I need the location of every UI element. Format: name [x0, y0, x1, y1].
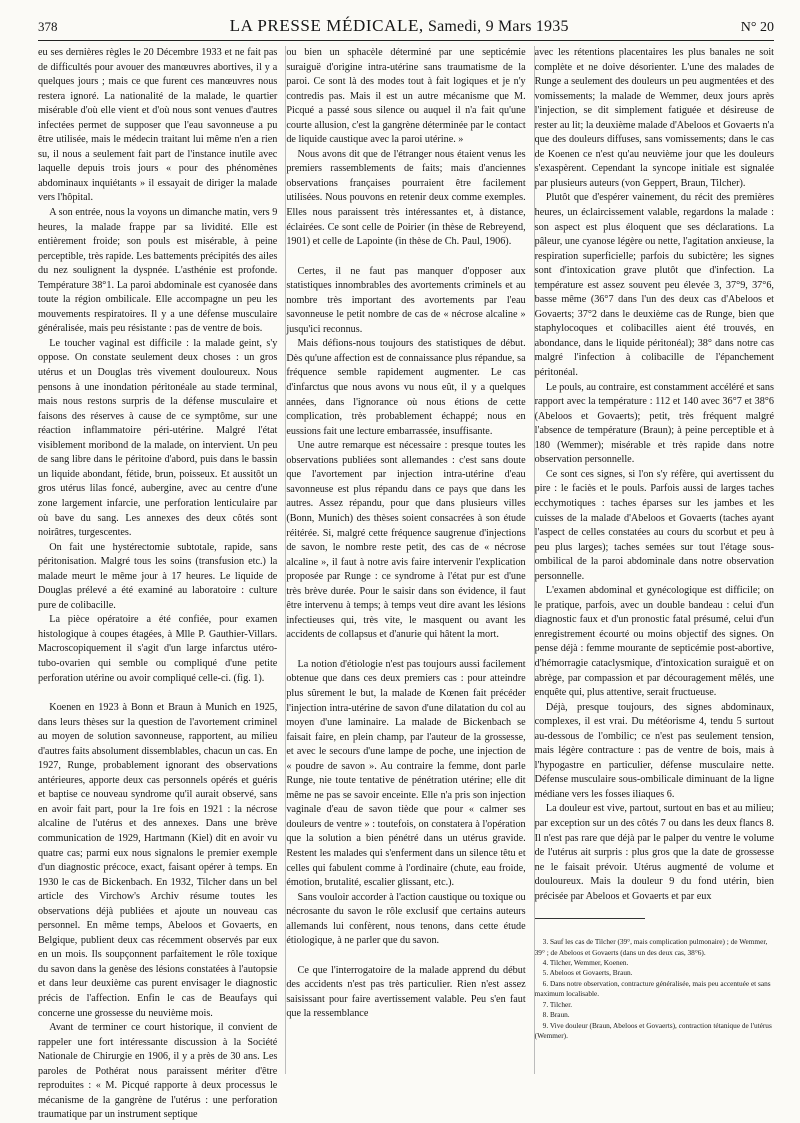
footnote: 5. Abeloos et Govaerts, Braun.	[542, 968, 633, 978]
footnote-rule	[535, 918, 645, 919]
paragraph: Ce sont ces signes, si l'on s'y réfère, qui avertissent du pire : le faciès et le pouls. Parfois aussi de larges taches ecchymotiques : taches éparses sur les jambes et les cuisses de la malade d'Abeloos et Govaerts (taches ayant l'aspect de celles constatées au cours du scorbut et peu à peu plus larges); taches semées sur tout l'étage sous-ombilical de la paroi abdominale dans notre observation personnelle.	[534, 468, 774, 582]
page-number: 378	[38, 19, 58, 34]
paragraph: Koenen en 1923 à Bonn et Braun à Munich en 1925, dans leurs thèses sur la question de l'avortement criminel au moyen de solution savonneuse, rapportent, au milieu d'autres faits absolument dissemblables, chacun un cas. En 1927, Runge, probablement ignorant des observations antérieures, apporte deux cas personnels opérés et guéris et baptise ce nouveau syndrome qu'il aurait observé, sans en avoir fait part, pour la 1re fois en 1921 : la nécrose alcaline de l'utérus et des annexes. Dans une brève communication de 1929, Hartmann (Kiel) dit en avoir vu quatre cas; parmi eux nous signalons le premier exemple d'un diagnostic précoce, exact, faisant opérer à temps. En 1930 le cas de Bickenbach. En 1932, Tilcher dans un bel article des Virchow's Archiv résume toutes les observations déjà publiées et ajoute un nouveau cas personnel. En même temps, Abeloos et Govaerts, en Belgique, publient deux cas récemment observés par eux en un mois. Ils soupçonnent parfaitement le rôle toxique du savon dans la genèse des lésions constatées à l'autopsie et dans leur deuxième cas purent envisager le diagnostic précis de l'affection. Enfin le cas de Beaufays qui concerne une grossesse du neuvième mois.	[38, 702, 278, 1019]
footnote: 8. Braun.	[542, 1010, 570, 1020]
paragraph: Nous avons dit que de l'étranger nous étaient venus les premiers rassemblements de faits; mais d'anciennes observations françaises pourraient être facilement utilisées. Nous pouvons en retenir deux comme exemples. Elles nous paraissent très intéressantes et, à distance, éclairées. Ce sont celle de Poirier (in thèse de Rebreyend, 1901) et celle de Lapointe (in thèse de Ch. Paul, 1906).	[286, 148, 526, 248]
masthead	[230, 16, 569, 36]
column-3	[534, 46, 774, 1074]
paragraph: Certes, il ne faut pas manquer d'opposer aux statistiques innombrables des avortements criminels et au nombre très important des avortements par l'eau savonneuse le petit nombre de cas de « nécrose alcaline » jusqu'ici reconnus.	[286, 265, 526, 335]
paragraph: On fait une hystérectomie subtotale, rapide, sans péritonisation. Malgré tous les soins (transfusion etc.) la malade meurt le même jour à 17 heures. Le liquide de Douglas prélevé a été examiné au laboratoire : culture pure de colibacille.	[38, 541, 278, 611]
paragraph: Plutôt que d'espérer vainement, du récit des premières heures, un éclaircissement valable, regardons la malade : son aspect est plus éloquent que ses déclarations. La pâleur, une cyanose légère ou nette, l'agitation anxieuse, la respiration superficielle; parfois du subictère; les signes sont d'intoxication grave plutôt que d'infection. La température est assez souvent peu élevée 3, 37°9, 37°6, basse même (36°7 dans l'un des deux cas d'Abeloos et Govaerts; 37°2 dans le deuxième cas de Runge, bien que staphylocoques et colibacilles aient été trouvés, en abondance, dans le liquide péritonéal); 38° dans notre cas malgré l'infection à colibacille de l'épanchement péritonéal.	[534, 192, 774, 379]
paragraph: Le toucher vaginal est difficile : la malade geint, s'y oppose. On constate seulement deux choses : un gros utérus et un Douglas très vivement douloureux. Nous pensons à une inondation péritonéale au stade terminal, mais nous restons surpris de la défense musculaire et faisons des réserves à cause de ce symptôme, sur une réaction inflammatoire péri-utérine. Malgré l'état visiblement moribond de la malade, on intervient. Un peu de sang libre dans le péritoine d'abord, puis dans le bassin un liquide abondant, fétide, brun, poisseux. Et aussitôt un gros utérus lilas foncé, aubergine, avec au centre d'une zone largement infarcie, une perforation lenticulaire par où bave du sang. Les annexes des deux côtés sont noirâtres, turgescentes.	[38, 337, 278, 539]
footnote: 4. Tilcher, Wemmer, Koenen.	[542, 958, 629, 968]
header-rule	[38, 40, 774, 41]
paragraph: Avant de terminer ce court historique, il convient de rappeler une fort intéressante discussion à la Société Nationale de Chirurgie en 1906, il y a près de 30 ans. Les paroles de Pothérat nous paraissent mériter d'être reproduites : « M. Picqué rapporte à deux processus le mécanisme de la gangrène de l'utérus : une perforation traumatique par un instrument septique	[38, 1022, 278, 1121]
footnote: 7. Tilcher.	[542, 999, 573, 1009]
paragraph: eu ses dernières règles le 20 Décembre 1933 et ne fait pas de difficultés pour avouer des manœuvres abortives, il y a quelques jours ; mais ce que furent ces manœuvres nous restera ignoré. La nationalité de la malade, le quartier misérable d'où elle vient et d'où nous sont venues d'autres infectées permet de supposer que l'eau savonneuse a pu être utilisée, mais le médecin traitant lui même n'en a rien su, il nous a seulement fait part de l'instance inutile avec laquelle depuis trois jours « pour des phénomènes abdominaux inquiétants » il essayait de diriger la malade vers l'hôpital.	[38, 47, 278, 204]
column-1	[38, 46, 278, 1121]
paragraph: La douleur est vive, partout, surtout en bas et au milieu; par exception sur un des côtés 7 ou dans les deux flancs 8. Il n'est pas rare que déjà par le palper du ventre le volume de l'utérus ait surpris : plus gros que la date de grossesse ne le faisait prévoir. Utérus augmenté de volume et douloureux. Mais la douleur 9 du fond utérin, bien précisée par Abeloos et Govaerts et par eux	[534, 803, 774, 902]
article-columns	[38, 46, 774, 1121]
paragraph: ou bien un sphacèle déterminé par une septicémie suraiguë d'origine intra-utérine sans traumatisme de la paroi. Ce sont là des modes tout à fait logiques et je n'y contredis pas. Mais il est un autre mécanisme que M. Picqué a passé sous silence ou auquel il n'a fait qu'une courte allusion, c'est la gangrène déterminée par le contact de liquide caustique avec la paroi utérine. »	[286, 47, 526, 146]
paragraph: La notion d'étiologie n'est pas toujours aussi facilement obtenue que dans ces deux premiers cas : pour atteindre plus sûrement le but, la malade de Kœnen fait précéder l'injection intra-utérine de savon d'une dilatation du col au moyen d'une laminaire. La malade de Bickenbach se faisait faire, en plein champ, par l'auteur de la grossesse, et avec le secours d'une lampe de poche, une injection de « poudre de savon ». Au contraire la femme, dont parle Runge, nie toute tentative de pénétration utérine; elle dit même ne pas se savoir enceinte. Elle n'a pris son injection vaginale d'eau de savon tiède que pour « calmer ses douleurs de ventre » : toutefois, on constatera à l'opération que la solution a bien pénétré dans un utérus gravide. Restent les malades qui s'enferment dans un silence têtu et celles qui fabulent comme à l'ordinaire (chute, eau froide, émotion, brutalité, escalier glissant, etc.).	[286, 658, 526, 889]
footnote: 6. Dans notre observation, contracture généralisée, mais peu accentuée et sans maximum localisable.	[534, 978, 771, 999]
footnotes	[535, 933, 774, 1041]
paragraph: avec les rétentions placentaires les plus banales ne soit complète et ne doive désorienter. L'une des malades de Runge a seulement des douleurs un peu augmentées et des vomissements; la malade de Wemmer, deux jours après l'injection, se dit simplement fatiguée et désireuse de rester au lit; la deuxième malade d'Abeloos et Govaerts n'a que des douleurs diffuses, sans vomissements; dans le cas de Koenen ce n'est qu'au neuvième jour que les douleurs s'exaspèrent. Cependant la syncope initiale est signalée par plusieurs auteurs (von Geppert, Braun, Tilcher).	[534, 47, 774, 189]
journal-title: LA PRESSE MÉDICALE,	[229, 16, 424, 35]
paragraph: L'examen abdominal et gynécologique est difficile; on le pratique, parfois, avec un double bandeau : celui d'un diagnostic faux et d'un pronostic fatal présumé, celui d'un enregistrement écourté ou moins objectif des signes. On pense déjà : femme mourante de septicémie post-abortive, d'hémorragie cataclysmique, d'intoxication suraiguë et on abrège, par compassion et par découragement mêlés, une enquête qui, plus attentive, serait fructueuse.	[534, 585, 774, 699]
paragraph: Mais défions-nous toujours des statistiques de début. Dès qu'une affection est de connaissance plus répandue, sa fréquence semble rapidement augmenter. Le cas d'infarctus que nous avons vu nous eût, il y a quelques années, dans l'ignorance où nous étions de cette complication, très probablement échappé; nous en eussions fait une lecture embarrassée, insuffisante.	[286, 338, 526, 437]
paragraph: Sans vouloir accorder à l'action caustique ou toxique ou nécrosante du savon le rôle exclusif que certains auteurs allemands lui confèrent, nous tenons, dans cette étude étiologique, à ne parler que du savon.	[286, 891, 526, 947]
footnote: 9. Vive douleur (Braun, Abeloos et Govaerts), contraction tétanique de l'utérus (Wemmer).	[534, 1020, 772, 1040]
footnote: 3. Sauf les cas de Tilcher (39°, mais complication pulmonaire) ; de Wemmer, 39° ; de Abeloos et Govaerts (dans un des deux cas, 38°6).	[534, 937, 768, 957]
paragraph: Une autre remarque est nécessaire : presque toutes les observations publiées sont allemandes : c'est sans doute que l'avortement par injection intra-utérine d'eau savonneuse est plus répandu dans ce pays que dans les autres. Assez répandu, pour que dans plusieurs villes (Bonn, Munich) des thèses soient consacrées à son étude réitérée. Si, malgré cette fréquence saugrenue d'injections de savon, le nombre reste petit, des cas de « nécrose alcaline », il faut à notre avis faire intervenir l'explication proposée par Runge : ce syndrome à l'état pur est d'une très brève durée. Pour le saisir dans son évidence, il faut être intervenu à temps; à temps veut dire avant les lésions infectieuses qui, très vite, le masquent ou avant les accidents de collapsus et d'anurie qui hâtent la mort.	[286, 440, 526, 641]
issue-date: Samedi, 9 Mars 1935	[427, 18, 569, 35]
paragraph: A son entrée, nous la voyons un dimanche matin, vers 9 heures, la malade frappe par sa lividité. Elle est entièrement froide; son pouls est misérable, à peine perceptible, très rapide. Les battements précipités des ailes du nez soulignent la dyspnée. L'asthénie est profonde. Température 38°1. La paroi abdominale est cyanosée dans toute la région ombilicale. Elle accompagne un peu les mouvements respiratoires. Il y a une défense musculaire généralisée, mais peu résistante : pas de ventre de bois.	[38, 207, 278, 335]
paragraph: La pièce opératoire a été confiée, pour examen histologique à coupes étagées, à Mlle P. Gauthier-Villars. Macroscopiquement il s'agit d'un large infarctus utéro-tubo-ovarien qui semble ou compliqué d'une petite perforation utérine ou avoir compliqué celle-ci. (fig. 1).	[38, 614, 278, 684]
paragraph: Ce que l'interrogatoire de la malade apprend du début des accidents n'est pas très particulier. Rien n'est assez saisissant pour faire avertissement valable. Peu s'en faut que la ressemblance	[286, 964, 526, 1020]
column-2	[285, 46, 525, 1074]
page-header	[38, 16, 774, 38]
paragraph: Le pouls, au contraire, est constamment accéléré et sans rapport avec la température : 112 et 140 avec 36°7 et 38°6 (Abeloos et Govaerts); petit, très fréquent malgré l'absence de température (Braun); à peine perceptible et à 180 (Wemmer); misérable et très rapide dans notre observation personnelle.	[534, 381, 774, 466]
paragraph: Déjà, presque toujours, des signes abdominaux, complexes, il est vrai. Du météorisme 4, tendu 5 surtout au-dessous de l'ombilic; ce n'est pas seulement tension, mais légère contracture : pas de ventre de bois, mais à l'hypogastre en particulier, défense musculaire nette. Défense musculaire sous-ombilicale diminuant de la ligne médiane vers les fosses iliaques 6.	[534, 701, 774, 800]
issue-number: N° 20	[740, 20, 774, 35]
